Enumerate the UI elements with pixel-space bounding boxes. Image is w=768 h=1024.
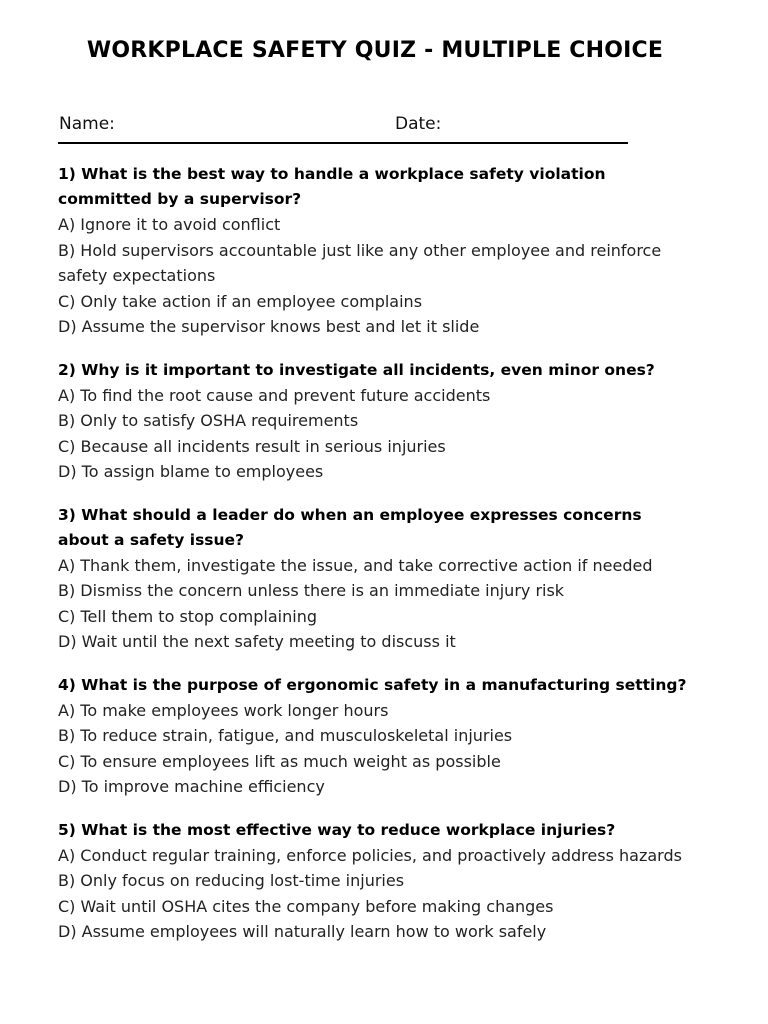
option-a: A) Thank them, investigate the issue, and take corrective action if needed (58, 555, 653, 575)
question-4 (58, 673, 698, 800)
option-d: D) Assume the supervisor knows best and let it slide (58, 317, 480, 336)
option-b: B) Only to satisfy OSHA requirements (58, 411, 359, 430)
option-b: B) Dismiss the concern unless there is an immediate injury risk (58, 581, 565, 600)
question-text: 2) Why is it important to investigate all incidents, even minor ones? (58, 360, 655, 379)
option-b: B) To reduce strain, fatigue, and musculoskeletal injuries (58, 726, 513, 745)
question-text: 1) What is the best way to handle a workplace safety violation committed by a supervisor? (58, 165, 606, 208)
option-a: A) To find the root cause and prevent future accidents (58, 385, 491, 405)
question-1 (58, 162, 698, 340)
option-b: B) Hold supervisors accountable just like any other employee and reinforce safety expectations (58, 240, 662, 285)
date-label: Date: (395, 114, 442, 134)
option-c: C) Wait until OSHA cites the company before making changes (58, 896, 554, 916)
question-2 (58, 358, 698, 485)
option-c: C) Because all incidents result in serious injuries (58, 436, 446, 456)
question-text: 4) What is the purpose of ergonomic safety in a manufacturing setting? (58, 675, 687, 694)
question-5 (58, 818, 698, 945)
option-d: D) To assign blame to employees (58, 462, 324, 481)
option-a: A) Ignore it to avoid conflict (58, 215, 281, 234)
option-d: D) Assume employees will naturally learn how to work safely (58, 922, 547, 941)
question-text: 3) What should a leader do when an employee expresses concerns about a safety issue? (58, 505, 642, 549)
option-d: D) Wait until the next safety meeting to discuss it (58, 632, 456, 651)
name-label: Name: (59, 114, 115, 134)
option-d: D) To improve machine efficiency (58, 777, 325, 796)
name-date-line (58, 112, 628, 144)
option-c: C) Only take action if an employee complains (58, 291, 423, 311)
question-3 (58, 503, 698, 655)
option-c: C) Tell them to stop complaining (58, 606, 317, 626)
option-a: A) To make employees work longer hours (58, 700, 389, 720)
option-a: A) Conduct regular training, enforce policies, and proactively address hazards (58, 845, 682, 865)
page-title: WORKPLACE SAFETY QUIZ - MULTIPLE CHOICE (86, 38, 664, 63)
quiz-body (58, 162, 698, 963)
option-b: B) Only focus on reducing lost-time injuries (58, 871, 405, 890)
question-text: 5) What is the most effective way to reduce workplace injuries? (58, 820, 616, 839)
option-c: C) To ensure employees lift as much weight as possible (58, 751, 501, 771)
